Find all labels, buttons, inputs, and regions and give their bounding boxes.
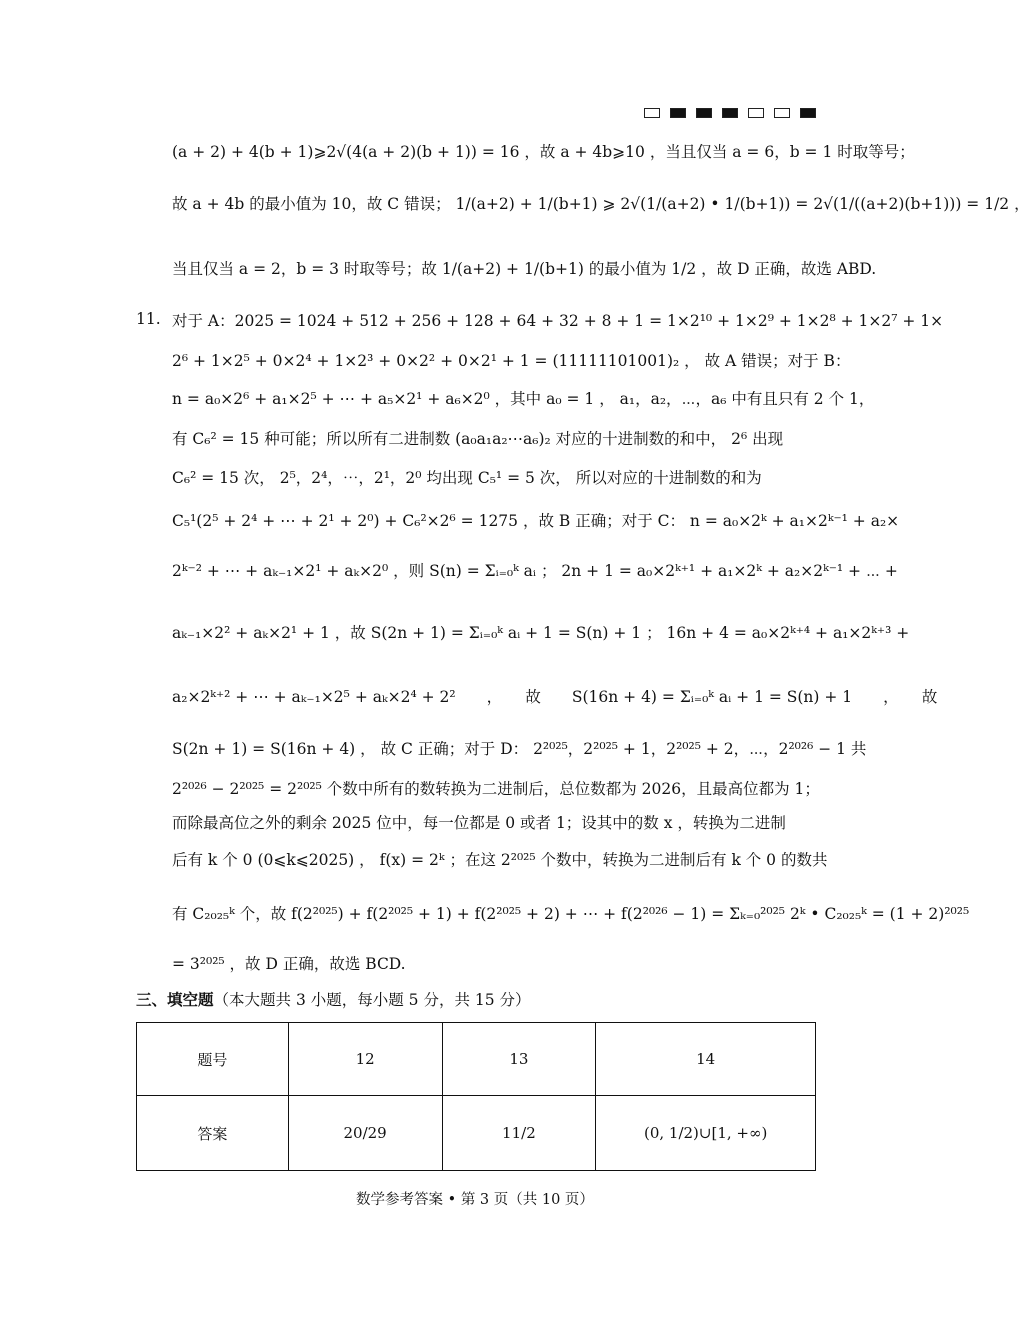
answer-cell: 20/29 — [288, 1096, 442, 1171]
page-footer: 数学参考答案 • 第 3 页（共 10 页） — [356, 1192, 594, 1208]
table-row — [137, 1096, 816, 1171]
sol11-line: 2ᵏ⁻² + ⋯ + aₖ₋₁×2¹ + aₖ×2⁰ ，则 S(n) = Σᵢ₌₀ᵏ aᵢ ； 2n + 1 = a₀×2ᵏ⁺¹ + a₁×2ᵏ + a₂×2ᵏ⁻¹ + ⋯ + — [172, 562, 898, 580]
sol11-line: 而除最高位之外的剩余 2025 位中，每一位都是 0 或者 1；设其中的数 x ，转换为二进制 — [172, 814, 786, 832]
square-4 — [722, 108, 738, 118]
sol11-line: = 3²⁰²⁵ ，故 D 正确，故选 BCD. — [172, 955, 406, 973]
sol11-line: a₂×2ᵏ⁺² + ⋯ + aₖ₋₁×2⁵ + aₖ×2⁴ + 2² ， 故 S(16n + 4) = Σᵢ₌₀ᵏ aᵢ + 1 = S(n) + 1 ， 故 — [172, 688, 938, 706]
row-answer-cell: 答案 — [137, 1096, 289, 1171]
sol11-line: S(2n + 1) = S(16n + 4) ， 故 C 正确；对于 D： 2²⁰²⁵，2²⁰²⁵ + 1，2²⁰²⁵ + 2，⋯，2²⁰²⁶ − 1 共 — [172, 740, 867, 758]
sol11-line: 2⁶ + 1×2⁵ + 0×2⁴ + 1×2³ + 0×2² + 0×2¹ + 1 = (11111101001)₂ ， 故 A 错误；对于 B： — [172, 352, 851, 370]
answer-cell: 11/2 — [442, 1096, 596, 1171]
sol10-line-2 — [172, 193, 1030, 215]
section-3-note: （本大题共 3 小题，每小题 5 分，共 15 分） — [213, 991, 531, 1009]
question-number-11: 11. — [136, 310, 161, 328]
square-3 — [696, 108, 712, 118]
sol11-line: 后有 k 个 0 (0⩽k⩽2025) ， f(x) = 2ᵏ ；在这 2²⁰²⁵ 个数中，转换为二进制后有 k 个 0 的数共 — [172, 851, 828, 869]
table-row — [137, 1023, 816, 1096]
square-6 — [774, 108, 790, 118]
sol11-line: C₅¹(2⁵ + 2⁴ + ⋯ + 2¹ + 2⁰) + C₆²×2⁶ = 1275 ，故 B 正确；对于 C： n = a₀×2ᵏ + a₁×2ᵏ⁻¹ + a₂× — [172, 512, 900, 530]
header-squares — [644, 108, 816, 118]
square-2 — [670, 108, 686, 118]
question-cell: 13 — [442, 1023, 596, 1096]
question-cell: 12 — [288, 1023, 442, 1096]
square-5 — [748, 108, 764, 118]
sol10-line-2b: 1/(a+2) + 1/(b+1) ⩾ 2√(1/(a+2) • 1/(b+1)) = 2√(1/((a+2)(b+1))) = 1/2 ， — [455, 195, 1030, 213]
sol10-line-3: 当且仅当 a = 2，b = 3 时取等号；故 1/(a+2) + 1/(b+1) 的最小值为 1/2 ，故 D 正确，故选 ABD. — [172, 260, 877, 278]
sol11-line: 有 C₆² = 15 种可能；所以所有二进制数 (a₀a₁a₂⋯a₆)₂ 对应的十进制数的和中， 2⁶ 出现 — [172, 430, 784, 448]
sol11-line: n = a₀×2⁶ + a₁×2⁵ + ⋯ + a₅×2¹ + a₆×2⁰ ，其中 a₀ = 1 ， a₁，a₂，⋯，a₆ 中有且只有 2 个 1， — [172, 390, 875, 408]
sol10-line-1: (a + 2) + 4(b + 1)⩾2√(4(a + 2)(b + 1)) = 16 ，故 a + 4b⩾10 ，当且仅当 a = 6，b = 1 时取等号； — [172, 143, 915, 161]
sol11-line: C₆² = 15 次， 2⁵，2⁴，⋯，2¹，2⁰ 均出现 C₅¹ = 5 次， 所以对应的十进制数的和为 — [172, 469, 762, 487]
row-header-cell: 题号 — [137, 1023, 289, 1096]
answer-cell: (0, 1/2)∪[1, +∞) — [596, 1096, 816, 1171]
sol11-line: aₖ₋₁×2² + aₖ×2¹ + 1 ，故 S(2n + 1) = Σᵢ₌₀ᵏ aᵢ + 1 = S(n) + 1 ； 16n + 4 = a₀×2ᵏ⁺⁴ + a₁×2ᵏ⁺³ + — [172, 624, 910, 642]
sol10-line-2a: 故 a + 4b 的最小值为 10，故 C 错误； — [172, 195, 451, 213]
sol11-line: 对于 A：2025 = 1024 + 512 + 256 + 128 + 64 + 32 + 8 + 1 = 1×2¹⁰ + 1×2⁹ + 1×2⁸ + 1×2⁷ + 1× — [172, 312, 944, 330]
section-3-heading — [136, 988, 531, 1010]
question-cell: 14 — [596, 1023, 816, 1096]
section-3-title: 三、填空题 — [136, 990, 214, 1009]
sol11-line: 有 C₂₀₂₅ᵏ 个，故 f(2²⁰²⁵) + f(2²⁰²⁵ + 1) + f(2²⁰²⁵ + 2) + ⋯ + f(2²⁰²⁶ − 1) = Σₖ₌₀²⁰²⁵ 2ᵏ • C₂₀₂₅ᵏ = (1 + 2)²⁰²⁵ — [172, 905, 970, 923]
square-7 — [800, 108, 816, 118]
sol11-line: 2²⁰²⁶ − 2²⁰²⁵ = 2²⁰²⁵ 个数中所有的数转换为二进制后，总位数都为 2026，且最高位都为 1； — [172, 780, 820, 798]
square-1 — [644, 108, 660, 118]
answer-table — [136, 1022, 816, 1171]
